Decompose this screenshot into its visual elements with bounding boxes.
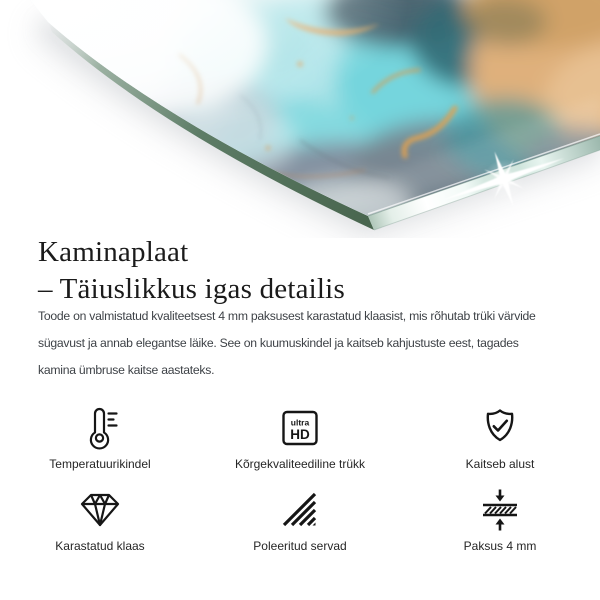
page-title-line1: Kaminaplaat bbox=[38, 236, 189, 268]
thermometer-icon bbox=[80, 405, 120, 451]
description-line: kamina ümbruse kaitse aastateks. bbox=[38, 363, 215, 377]
product-hero-image bbox=[0, 0, 600, 238]
feature-item-polished-edges bbox=[200, 487, 400, 553]
thickness-icon bbox=[478, 487, 522, 533]
feature-label: Paksus 4 mm bbox=[463, 539, 537, 553]
ultra-hd-badge-top: ultra bbox=[290, 417, 310, 428]
feature-label: Poleeritud servad bbox=[253, 539, 347, 553]
feature-item-protects-base bbox=[400, 405, 600, 471]
feature-grid bbox=[0, 405, 600, 553]
feature-label: Kõrgekvaliteediline trükk bbox=[234, 457, 366, 471]
page-title bbox=[38, 234, 345, 308]
shield-check-icon bbox=[480, 405, 520, 451]
ultra-hd-badge-bottom: HD bbox=[290, 427, 310, 442]
feature-label: Temperatuurikindel bbox=[49, 457, 151, 471]
description-line: sügavust ja annab elegantse läike. See on kuumuskindel ja kaitseb kahjustuste eest, tagades bbox=[38, 336, 519, 350]
polished-edges-icon bbox=[278, 487, 322, 533]
description-line: Toode on valmistatud kvaliteetsest 4 mm paksusest karastatud klaasist, mis rõhutab trüki värvide bbox=[38, 309, 536, 323]
glass-panel-illustration bbox=[0, 0, 600, 238]
diamond-icon bbox=[78, 487, 122, 533]
feature-label: Kaitseb alust bbox=[465, 457, 535, 471]
feature-item-thickness bbox=[400, 487, 600, 553]
feature-item-tempered-glass bbox=[0, 487, 200, 553]
ultra-hd-icon bbox=[278, 405, 322, 451]
page-title-line2: – Täiuslikkus igas detailis bbox=[38, 273, 345, 305]
feature-item-temperature bbox=[0, 405, 200, 471]
feature-item-print-quality bbox=[200, 405, 400, 471]
feature-label: Karastatud klaas bbox=[55, 539, 145, 553]
product-description bbox=[38, 303, 536, 384]
